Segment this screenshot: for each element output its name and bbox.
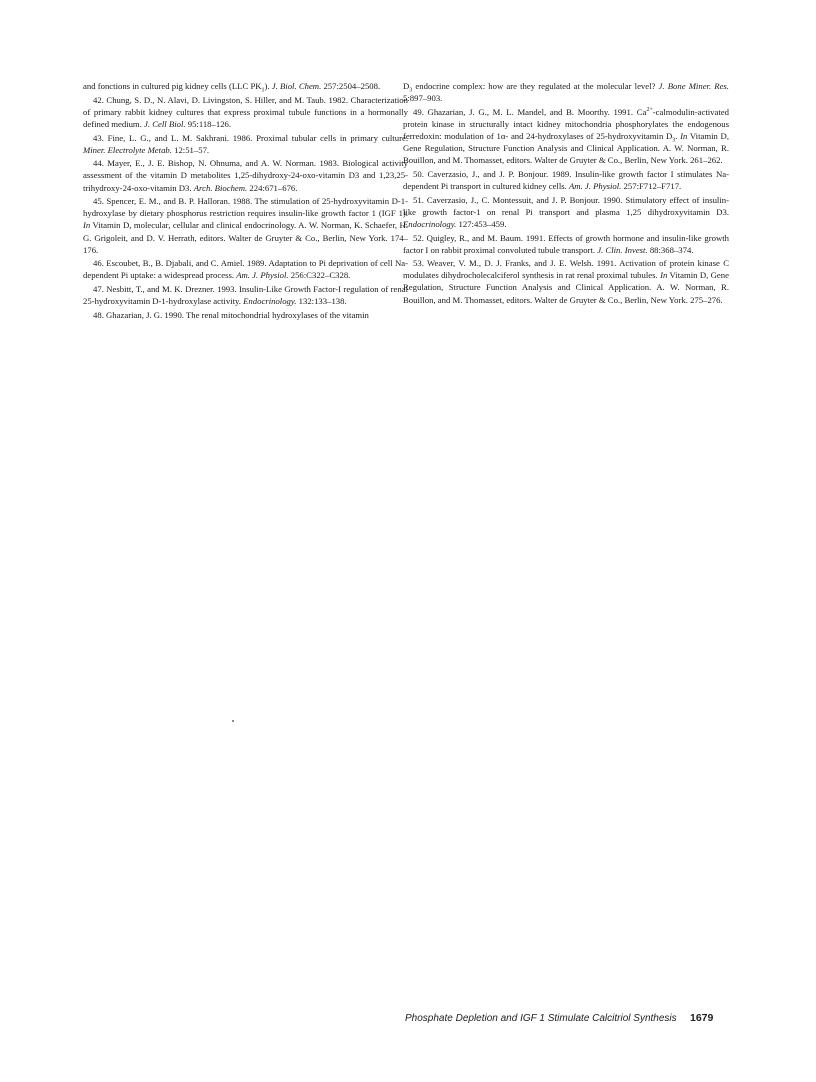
reference-text: 45. Spencer, E. M., and B. P. Halloran. 1988. The stimulation of 25-hydroxyvitamin D-1-hydroxylase by dietary phosphorus restriction requires insulin-like growth factor 1 (IGF 1). (83, 196, 408, 219)
reference-text: 257:2504–2508. (321, 81, 381, 91)
reference-text: 51. Caverzasio, J., C. Montessuit, and J. P. Bonjour. 1990. Stimulatory effect of insulin-like growth factor-1 on renal Pi transport and plasma 1,25 dihydroxyvitamin D3. (403, 194, 729, 217)
reference-text: ). (264, 81, 272, 91)
reference-item (83, 283, 408, 307)
journal-title: J. Clin. Invest. (597, 244, 648, 255)
reference-text: 5:897–903. (403, 93, 443, 104)
reference-text: Vitamin D, molecular, cellular and clinical endocrinology. A. W. Norman, K. Schaefer, H. G. Grigoleit, and D. V. Herrath, editors. Walter de Gruyter & Co., Berlin, New York. 174–176. (83, 220, 408, 255)
reference-text: endocrine complex: how are they regulated at the molecular level? (412, 81, 659, 91)
journal-title: Arch. Biochem. (193, 182, 248, 193)
reference-text: 42. Chung, S. D., N. Alavi, D. Livingston, S. Hiller, and M. Taub. 1982. Characterization of primary rabbit kidney cultures that express proximal tubule functions in a hormonally defined medium. (83, 94, 408, 129)
reference-item (83, 309, 408, 321)
reference-text: 256:C322–C328. (288, 270, 351, 281)
reference-text: 50. Caverzasio, J., and J. P. Bonjour. 1989. Insulin-like growth factor I stimulates Na-dependent Pi transport in cultured kidney cells. (403, 168, 729, 191)
reference-text: 53. Weaver, V. M., D. J. Franks, and J. E. Welsh. 1991. Activation of protein kinase C modulates dihydrocholecalciferol synthesis in rat renal proximal tubules. (403, 258, 729, 281)
reference-item (403, 194, 729, 230)
journal-title: Endocrinology. (403, 218, 457, 229)
reference-text: 12:51–57. (171, 144, 210, 155)
subscript: 3 (672, 137, 676, 144)
journal-title: In (660, 270, 668, 281)
reference-text: 127:453–459. (456, 218, 507, 229)
reference-text: 44. Mayer, E., J. E. Bishop, N. Ohnuma, and A. W. Norman. 1983. Biological activity assessment of the vitamin D metabolites 1,25-dihydroxy-24-oxo-vitamin D3 and 1,23,25-trihydroxy-24-oxo-vitamin D3. (83, 158, 408, 193)
reference-text: 132:133–138. (296, 296, 347, 307)
journal-title: J. Cell Biol. (144, 118, 186, 129)
reference-text: Vitamin D, Gene Regulation, Structure Function Analysis and Clinical Application. A. W. Norman, R. Bouillon, and M. Thomasset, editors. Walter de Gruyter & Co., Berlin, New York. 275–276. (403, 270, 729, 305)
journal-title: Am. J. Physiol. (569, 180, 622, 191)
journal-title: Endocrinology. (243, 296, 297, 307)
reference-column-right (403, 80, 729, 307)
reference-item (83, 257, 408, 281)
reference-text: . (675, 130, 681, 141)
journal-title: In (83, 220, 91, 231)
reference-item (83, 157, 408, 193)
journal-title: J. Bone Miner. Res. (658, 81, 729, 91)
page-number: 1679 (690, 1012, 714, 1024)
reference-text: 48. Ghazarian, J. G. 1990. The renal mitochondrial hydroxylases of the vitamin (93, 309, 369, 320)
subscript: 1 (261, 87, 265, 94)
reference-text: -calmodulin-activated protein kinase in structurally intact kidney mitochondria phosphorylates the endogenous ferredoxin: modulation of 1α- and 24-hydroxylases of 25-hydroxyvitamin D (403, 106, 729, 141)
reference-text: 95:118–126. (185, 118, 232, 129)
reference-text: D (403, 81, 410, 91)
running-title: Phosphate Depletion and IGF 1 Stimulate Calcitriol Synthesis (405, 1013, 677, 1024)
superscript: 2+ (646, 106, 653, 113)
reference-text: and fonctions in cultured pig kidney cells (LLC PK (83, 81, 262, 91)
reference-text: 88:368–374. (647, 244, 694, 255)
journal-title: In (680, 130, 688, 141)
reference-item (403, 232, 729, 256)
reference-text: 257:F712–F717. (621, 180, 682, 191)
reference-item (403, 80, 729, 104)
journal-title: Miner. Electrolyte Metab. (83, 144, 172, 155)
subscript: 3 (409, 87, 413, 94)
reference-text: 47. Nesbitt, T., and M. K. Drezner. 1993. Insulin-Like Growth Factor-I regulation of renal 25-hydroxyvitamin D-1-hydroxylase activity. (83, 284, 408, 307)
reference-item (403, 257, 729, 305)
journal-title: Am. J. Physiol. (236, 270, 289, 281)
reference-item (403, 106, 729, 166)
reference-text: 224:671–676. (247, 182, 298, 193)
reference-text: 49. Ghazarian, J. G., M. L. Mandel, and B. Moorthy. 1991. Ca (413, 106, 647, 117)
stray-mark (232, 720, 234, 722)
reference-text: Vitamin D, Gene Regulation, Structure Function Analysis and Clinical Application. A. W. Norman, R. Bouillon, and M. Thomasset, editors. Walter de Gruyter & Co., Berlin, New York. 261–262. (403, 130, 730, 166)
reference-text: 52. Quigley, R., and M. Baum. 1991. Effects of growth hormone and insulin-like growth factor I on rabbit proximal convoluted tubule transport. (403, 232, 729, 255)
reference-item (403, 168, 729, 192)
reference-text: 43. Fine, L. G., and L. M. Sakhrani. 1986. Proximal tubular cells in primary culture. (93, 132, 408, 143)
reference-column-left (83, 80, 408, 323)
reference-item (83, 132, 408, 156)
reference-item (83, 80, 408, 92)
reference-item (83, 94, 408, 130)
reference-text: 46. Escoubet, B., B. Djabali, and C. Amiel. 1989. Adaptation to Pi deprivation of cell Na-dependent Pi uptake: a widespread process. (83, 258, 408, 281)
reference-item (83, 195, 408, 255)
journal-title: J. Biol. Chem. (271, 81, 322, 91)
